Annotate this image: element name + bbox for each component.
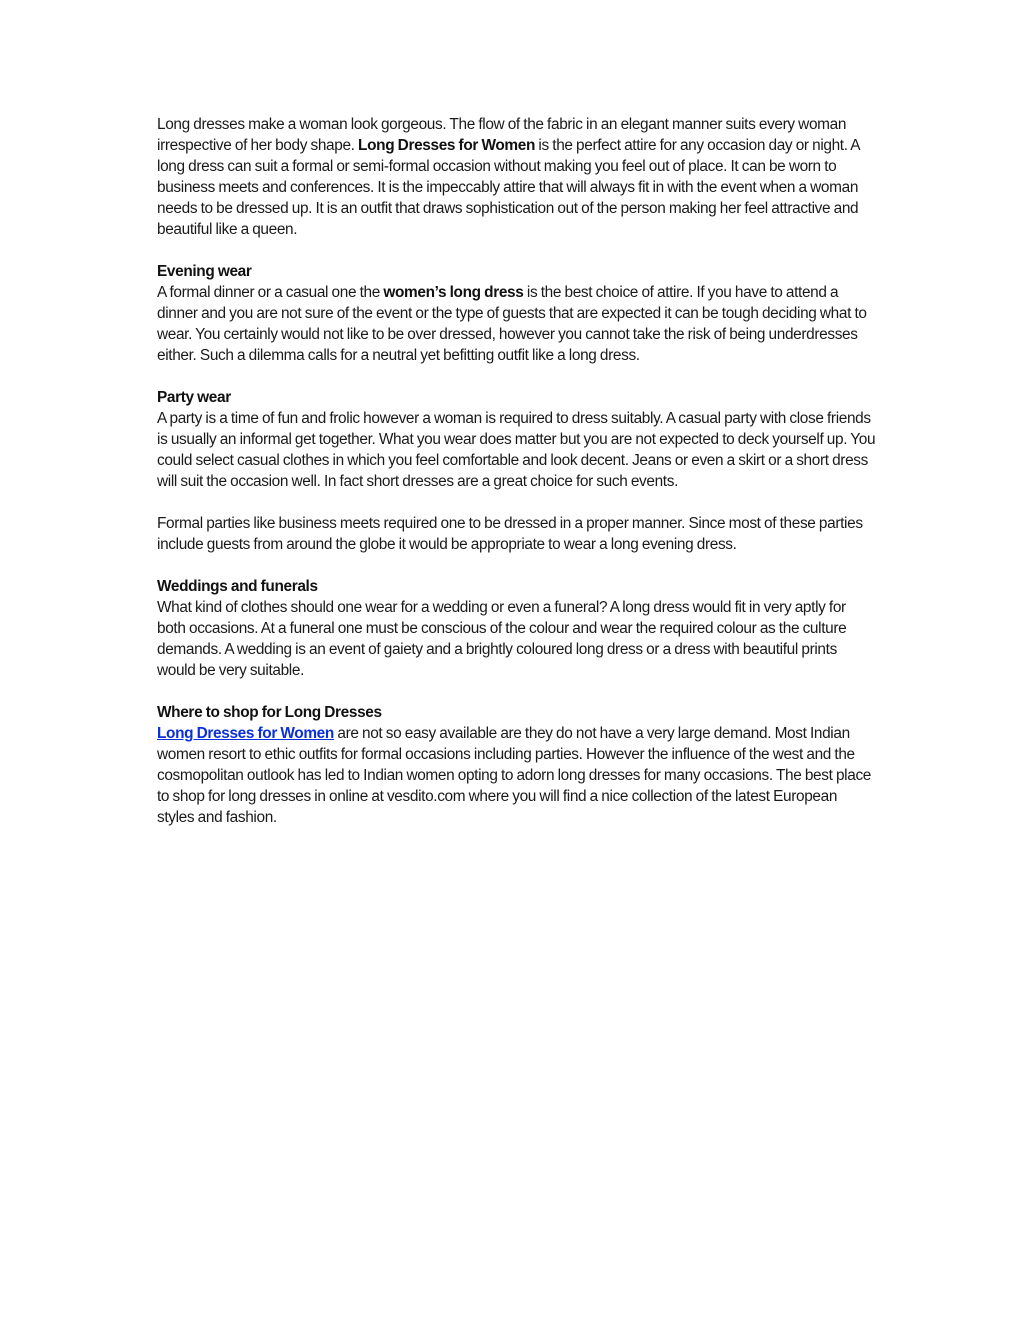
intro-text-after: is the perfect attire for any occasion day or night. A long dress can suit a formal or semi-formal occasion without making you feel out of place. It can be worn to business meets and conferences. It is the impeccably attire that will always fit in with the event when a woman needs to be dressed up. It is an outfit that draws sophistication out of the person making her feel attractive and beautiful like a queen. [157,137,860,238]
evening-text-before: A formal dinner or a casual one the [157,284,384,301]
formal-paragraph [157,513,877,555]
party-heading: Party wear [157,389,231,406]
long-dresses-link[interactable]: Long Dresses for Women [157,725,334,742]
weddings-heading: Weddings and funerals [157,578,318,595]
evening-text-after: is the best choice of attire. If you have to attend a dinner and you are not sure of the event or the type of guests that are expected it can be tough deciding what to wear. You certainly would not like to be over dressed, however you cannot take the risk of being underdresses either. Such a dilemma calls for a neutral yet befitting outfit like a long dress. [157,284,867,364]
weddings-text: What kind of clothes should one wear for a wedding or even a funeral? A long dress would fit in very aptly for both occasions. At a funeral one must be conscious of the colour and wear the required colour as the culture demands. A wedding is an event of gaiety and a brightly coloured long dress or a dress with beautiful prints would be very suitable. [157,599,847,679]
formal-text: Formal parties like business meets required one to be dressed in a proper manner. Since most of these parties include guests from around the globe it would be appropriate to wear a long evening dress. [157,515,863,553]
intro-bold-phrase: Long Dresses for Women [358,137,535,154]
intro-paragraph [157,114,877,240]
shop-text-after: are not so easy available are they do not have a very large demand. Most Indian women resort to ethic outfits for formal occasions including parties. However the influence of the west and the cosmopolitan outlook has led to Indian women opting to adorn long dresses for many occasions. The best place to shop for long dresses in online at vesdito.com where you will find a nice collection of the latest European styles and fashion. [157,725,871,826]
shop-section [157,702,877,828]
evening-bold-phrase: women’s long dress [383,284,524,301]
document-body [157,114,877,849]
evening-section [157,261,877,366]
intro-text-before: Long dresses make a woman look gorgeous. The flow of the fabric in an elegant manner suits every woman irrespective of her body shape. [157,116,847,154]
evening-heading: Evening wear [157,263,252,280]
party-section [157,387,877,492]
party-text: A party is a time of fun and frolic however a woman is required to dress suitably. A casual party with close friends is usually an informal get together. What you wear does matter but you are not expected to deck yourself up. You could select casual clothes in which you feel comfortable and look decent. Jeans or even a skirt or a short dress will suit the occasion well. In fact short dresses are a great choice for such events. [157,410,876,490]
weddings-section [157,576,877,681]
shop-heading: Where to shop for Long Dresses [157,704,382,721]
